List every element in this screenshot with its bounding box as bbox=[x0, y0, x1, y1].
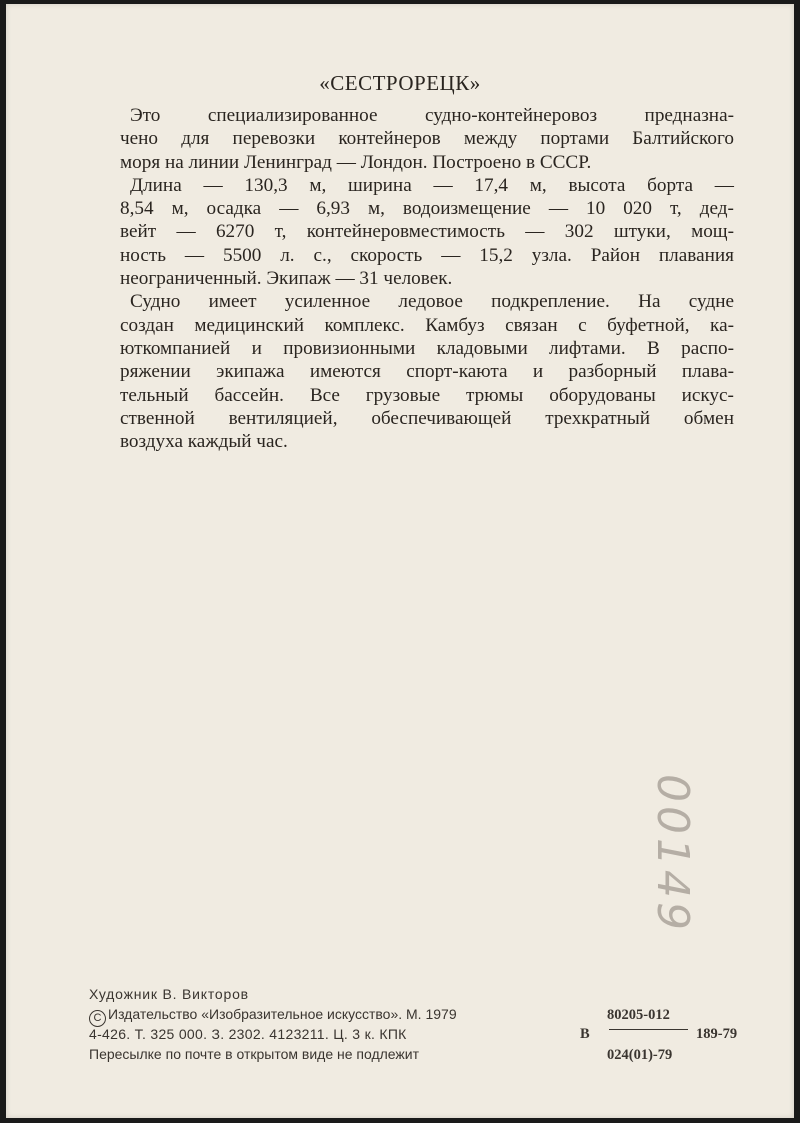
text-line: ряжении экипажа имеются спорт-каюта и разборный плава- bbox=[120, 361, 734, 383]
text-line: ность — 5500 л. с., скорость — 15,2 узла. Район плавания bbox=[120, 244, 734, 266]
postal-note: Пересылке по почте в открытом виде не подлежит bbox=[89, 1046, 420, 1062]
text-line: чено для перевозки контейнеров между портами Балтийского bbox=[120, 128, 734, 150]
catalog-code-top: 80205-012 bbox=[607, 1007, 670, 1023]
text-line: моря на линии Ленинград — Лондон. Построено в СССР. bbox=[120, 151, 592, 173]
text-line: Это специализированное судно-контейнеровоз предназна- bbox=[130, 105, 734, 126]
text-line: тельный бассейн. Все грузовые трюмы оборудованы искус- bbox=[120, 384, 734, 406]
artist-credit: Художник В. Викторов bbox=[89, 986, 249, 1002]
text-line: вейт — 6270 т, контейнеровместимость — 302 штуки, мощ- bbox=[120, 221, 734, 243]
print-order-line: 4-426. Т. 325 000. З. 2302. 4123211. Ц. 3 к. КПК bbox=[89, 1026, 407, 1042]
handwritten-number: 00149 bbox=[647, 774, 698, 934]
description-text bbox=[120, 104, 734, 453]
catalog-code-bottom: 024(01)-79 bbox=[607, 1047, 673, 1063]
text-line: создан медицинский комплекс. Камбуз связан с буфетной, ка- bbox=[120, 314, 734, 336]
text-line: воздуха каждый час. bbox=[120, 431, 288, 453]
copyright-icon: C bbox=[89, 1010, 106, 1027]
text-line: 8,54 м, осадка — 6,93 м, водоизмещение — 10 020 т, дед- bbox=[120, 198, 734, 220]
page-title: «СЕСТРОРЕЦК» bbox=[319, 71, 481, 95]
text-line: Длина — 130,3 м, ширина — 17,4 м, высота борта — bbox=[130, 174, 734, 196]
publisher-line bbox=[89, 1006, 457, 1027]
postcard-back bbox=[6, 4, 794, 1118]
text-line: юткомпанией и провизионными кладовыми лифтами. В распо- bbox=[120, 337, 734, 359]
fraction-rule bbox=[609, 1029, 688, 1030]
catalog-code-letter: В bbox=[580, 1026, 590, 1042]
text-line: Судно имеет усиленное ледовое подкрепление. На судне bbox=[130, 291, 734, 313]
text-line: неограниченный. Экипаж — 31 человек. bbox=[120, 268, 453, 290]
catalog-code-right: 189-79 bbox=[696, 1026, 738, 1042]
text-line: ственной вентиляцией, обеспечивающей трехкратный обмен bbox=[120, 407, 734, 429]
publisher-text: Издательство «Изобразительное искусство». М. 1979 bbox=[108, 1006, 457, 1022]
